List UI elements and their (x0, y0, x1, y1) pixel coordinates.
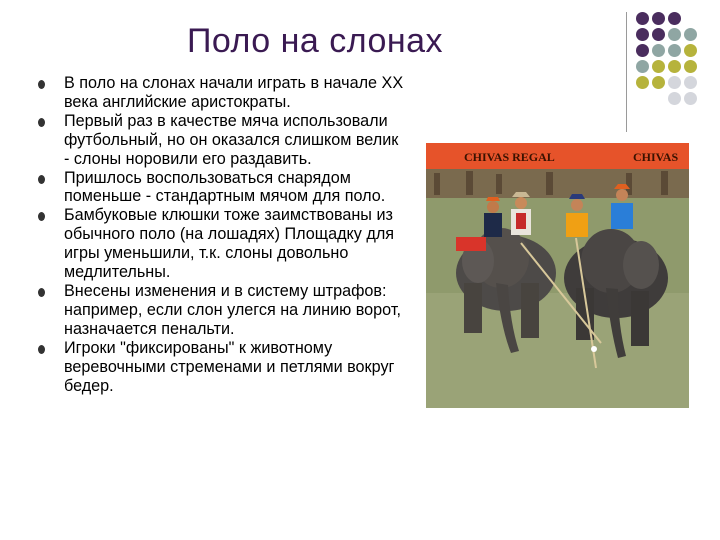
dot (636, 76, 649, 89)
bullet-icon (38, 175, 45, 184)
polo-ball (591, 346, 597, 352)
dot (652, 60, 665, 73)
dot (668, 76, 681, 89)
dot (636, 28, 649, 41)
dot (652, 28, 665, 41)
bullet-item (38, 112, 408, 169)
dot (684, 60, 697, 73)
dot (636, 60, 649, 73)
dot (652, 12, 665, 25)
bullet-icon (38, 80, 45, 89)
banner-text: CHIVAS (633, 150, 679, 164)
bullet-text: Игроки "фиксированы" к животному веревочными стременами и петлями вокруг бедер. (64, 338, 395, 395)
bullet-text: Пришлось воспользоваться снарядом поменьше - стандартным мячом для поло. (64, 168, 386, 206)
bullet-item (38, 206, 408, 282)
bullet-icon (38, 345, 45, 354)
dot (652, 76, 665, 89)
banner-text: CHIVAS REGAL (464, 150, 555, 164)
dot (636, 12, 649, 25)
bullet-list (38, 74, 408, 395)
dot (668, 92, 681, 105)
bullet-icon (38, 288, 45, 297)
bullet-text: В поло на слонах начали играть в начале XX века английские аристократы. (64, 74, 404, 111)
bullet-item (38, 74, 408, 112)
dot (668, 60, 681, 73)
dot (684, 44, 697, 57)
dot (636, 44, 649, 57)
dot (684, 76, 697, 89)
bullet-icon (38, 118, 45, 127)
bullet-text: Бамбуковые клюшки тоже заимствованы из обычного поло (на лошадях) Площадку для игры уменьшили, т.к. слоны довольно медлительны. (64, 206, 395, 282)
elephant-polo-photo (426, 143, 689, 408)
bullet-text: Первый раз в качестве мяча использовали футбольный, но он оказался слишком велик - слоны норовили его раздавить. (64, 111, 399, 168)
dot (668, 28, 681, 41)
bullet-text: Внесены изменения и в систему штрафов: например, если слон улегся на линию ворот, назначается пенальти. (64, 281, 401, 338)
slide-title: Поло на слонах (186, 22, 444, 60)
bullet-icon (38, 212, 45, 221)
dot (668, 44, 681, 57)
bullet-item (38, 339, 408, 396)
dot (668, 12, 681, 25)
dot (652, 44, 665, 57)
dot (684, 28, 697, 41)
dot (684, 92, 697, 105)
bullet-item (38, 282, 408, 339)
vertical-divider (626, 12, 627, 132)
bullet-item (38, 169, 408, 207)
